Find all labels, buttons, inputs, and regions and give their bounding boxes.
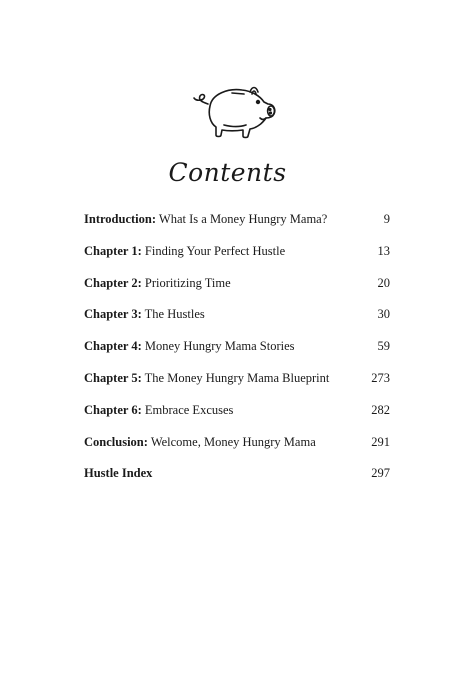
toc-entry[interactable] <box>84 274 390 306</box>
toc-entry-label: Hustle Index <box>84 466 153 481</box>
table-of-contents <box>84 210 390 496</box>
toc-entry[interactable] <box>84 369 390 401</box>
toc-entry-label: Chapter 2: <box>84 275 142 290</box>
toc-entry-title: The Hustles <box>144 307 205 322</box>
toc-entry-page: 291 <box>371 434 390 449</box>
toc-entry[interactable] <box>84 242 390 274</box>
toc-entry-label: Conclusion: <box>84 434 148 449</box>
toc-entry-page: 282 <box>371 402 390 417</box>
toc-entry[interactable] <box>84 433 390 465</box>
toc-entry-text <box>84 305 205 323</box>
toc-entry-page: 13 <box>377 243 390 258</box>
piggy-bank-icon <box>188 80 280 144</box>
toc-entry-title: Embrace Excuses <box>144 402 234 417</box>
toc-entry-title: Money Hungry Mama Stories <box>144 339 295 354</box>
toc-entry-title: Welcome, Money Hungry Mama <box>150 434 316 449</box>
toc-entry-label: Chapter 6: <box>84 402 142 417</box>
toc-entry-title: The Money Hungry Mama Blueprint <box>144 370 330 385</box>
toc-entry-title: What Is a Money Hungry Mama? <box>158 212 328 226</box>
toc-entry-title: Finding Your Perfect Hustle <box>144 243 286 258</box>
toc-entry-page: 9 <box>383 212 390 226</box>
toc-entry[interactable] <box>84 210 390 242</box>
toc-entry-text <box>84 464 152 482</box>
toc-entry-label: Chapter 5: <box>84 370 142 385</box>
toc-entry[interactable] <box>84 337 390 369</box>
toc-entry-text <box>84 274 231 292</box>
toc-entry-page: 59 <box>377 339 390 354</box>
toc-entry-label: Chapter 3: <box>84 307 142 322</box>
toc-entry-page: 273 <box>371 370 390 385</box>
toc-entry[interactable] <box>84 401 390 433</box>
toc-entry-label: Introduction: <box>84 212 157 226</box>
toc-entry-text <box>84 369 329 387</box>
toc-entry-text <box>84 210 327 228</box>
toc-entry-page: 30 <box>377 307 390 322</box>
contents-heading: Contents <box>168 158 287 187</box>
toc-entry-label: Chapter 1: <box>84 243 142 258</box>
toc-entry-title: Prioritizing Time <box>144 275 231 290</box>
toc-entry-page: 297 <box>371 466 390 481</box>
toc-entry-page: 20 <box>377 275 390 290</box>
toc-entry-text <box>84 337 295 355</box>
toc-entry[interactable] <box>84 305 390 337</box>
toc-entry[interactable] <box>84 464 390 496</box>
toc-entry-label: Chapter 4: <box>84 339 142 354</box>
toc-entry-text <box>84 242 285 260</box>
toc-entry-text <box>84 401 233 419</box>
toc-entry-text <box>84 433 316 451</box>
